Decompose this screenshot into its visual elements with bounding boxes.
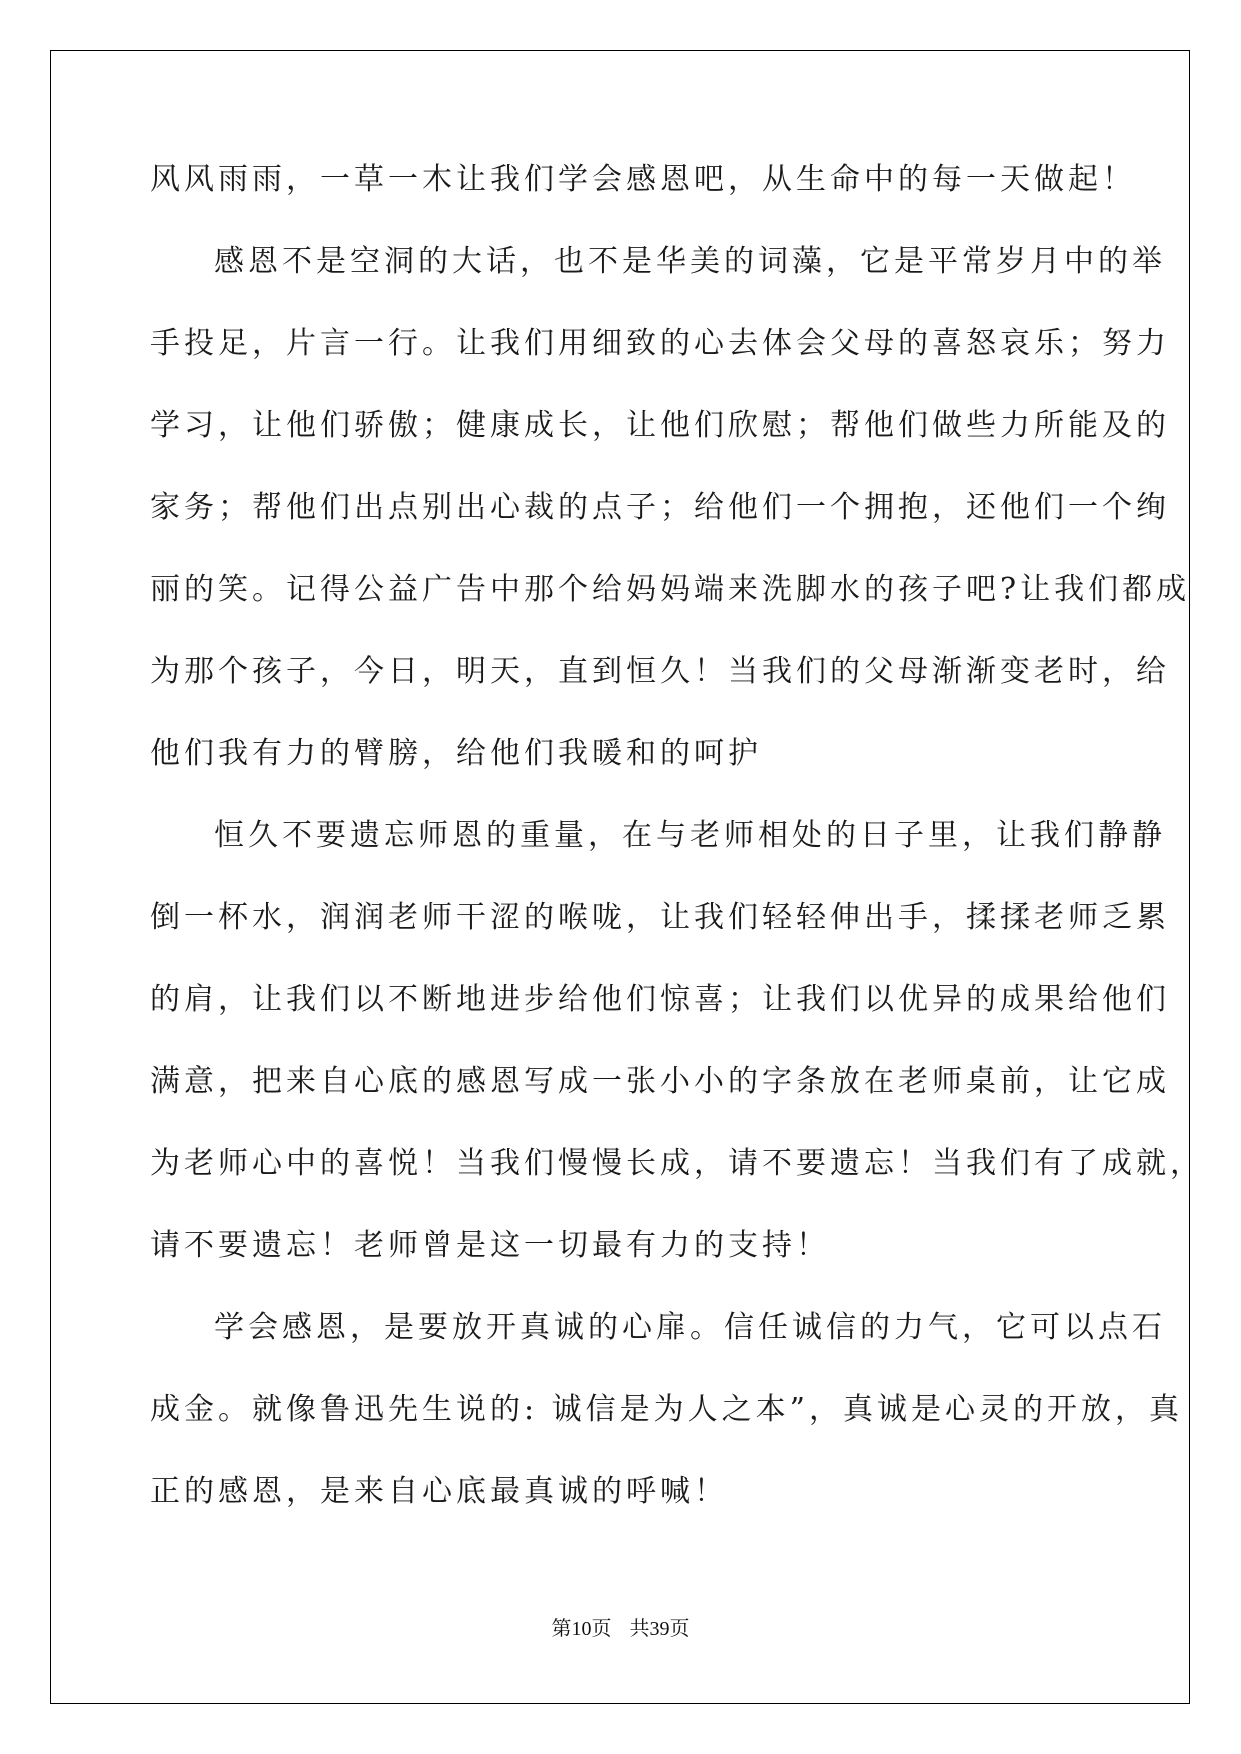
text-line: 他们我有力的臂膀，给他们我暖和的呵护: [150, 736, 762, 771]
text-line: 成金。就像鲁迅先生说的: 诚信是为人之本”，真诚是心灵的开放，真: [150, 1392, 1183, 1427]
text-line: 手投足，片言一行。让我们用细致的心去体会父母的喜怒哀乐；努力: [150, 326, 1170, 361]
text-line: 家务；帮他们出点别出心裁的点子；给他们一个拥抱，还他们一个绚: [150, 490, 1170, 525]
text-line: 的肩，让我们以不断地进步给他们惊喜；让我们以优异的成果给他们: [150, 982, 1170, 1017]
document-body: [150, 160, 1204, 1512]
text-line: 请不要遗忘！老师曾是这一切最有力的支持！: [150, 1228, 830, 1263]
page-total: 共39页: [629, 1618, 690, 1640]
text-line: 风风雨雨，一草一木让我们学会感恩吧，从生命中的每一天做起！: [150, 162, 1136, 197]
page-footer: [0, 1612, 1241, 1641]
text-line: 为那个孩子，今日，明天，直到恒久！当我们的父母渐渐变老时，给: [150, 654, 1170, 689]
text-line: 学习，让他们骄傲；健康成长，让他们欣慰；帮他们做些力所能及的: [150, 408, 1170, 443]
text-line: 丽的笑。记得公益广告中那个给妈妈端来洗脚水的孩子吧?让我们都成: [150, 572, 1191, 607]
text-line: 感恩不是空洞的大话，也不是华美的词藻，它是平常岁月中的举: [214, 244, 1166, 279]
text-line: 正的感恩，是来自心底最真诚的呼喊！: [150, 1474, 728, 1509]
text-line: 恒久不要遗忘师恩的重量，在与老师相处的日子里，让我们静静: [214, 818, 1166, 853]
text-line: 满意，把来自心底的感恩写成一张小小的字条放在老师桌前，让它成: [150, 1064, 1170, 1099]
page-number: 第10页: [551, 1618, 612, 1640]
text-line: 学会感恩，是要放开真诚的心扉。信任诚信的力气，它可以点石: [214, 1310, 1166, 1345]
text-line: 为老师心中的喜悦！当我们慢慢长成，请不要遗忘！当我们有了成就，: [150, 1146, 1204, 1181]
text-line: 倒一杯水，润润老师干涩的喉咙，让我们轻轻伸出手，揉揉老师乏累: [150, 900, 1170, 935]
